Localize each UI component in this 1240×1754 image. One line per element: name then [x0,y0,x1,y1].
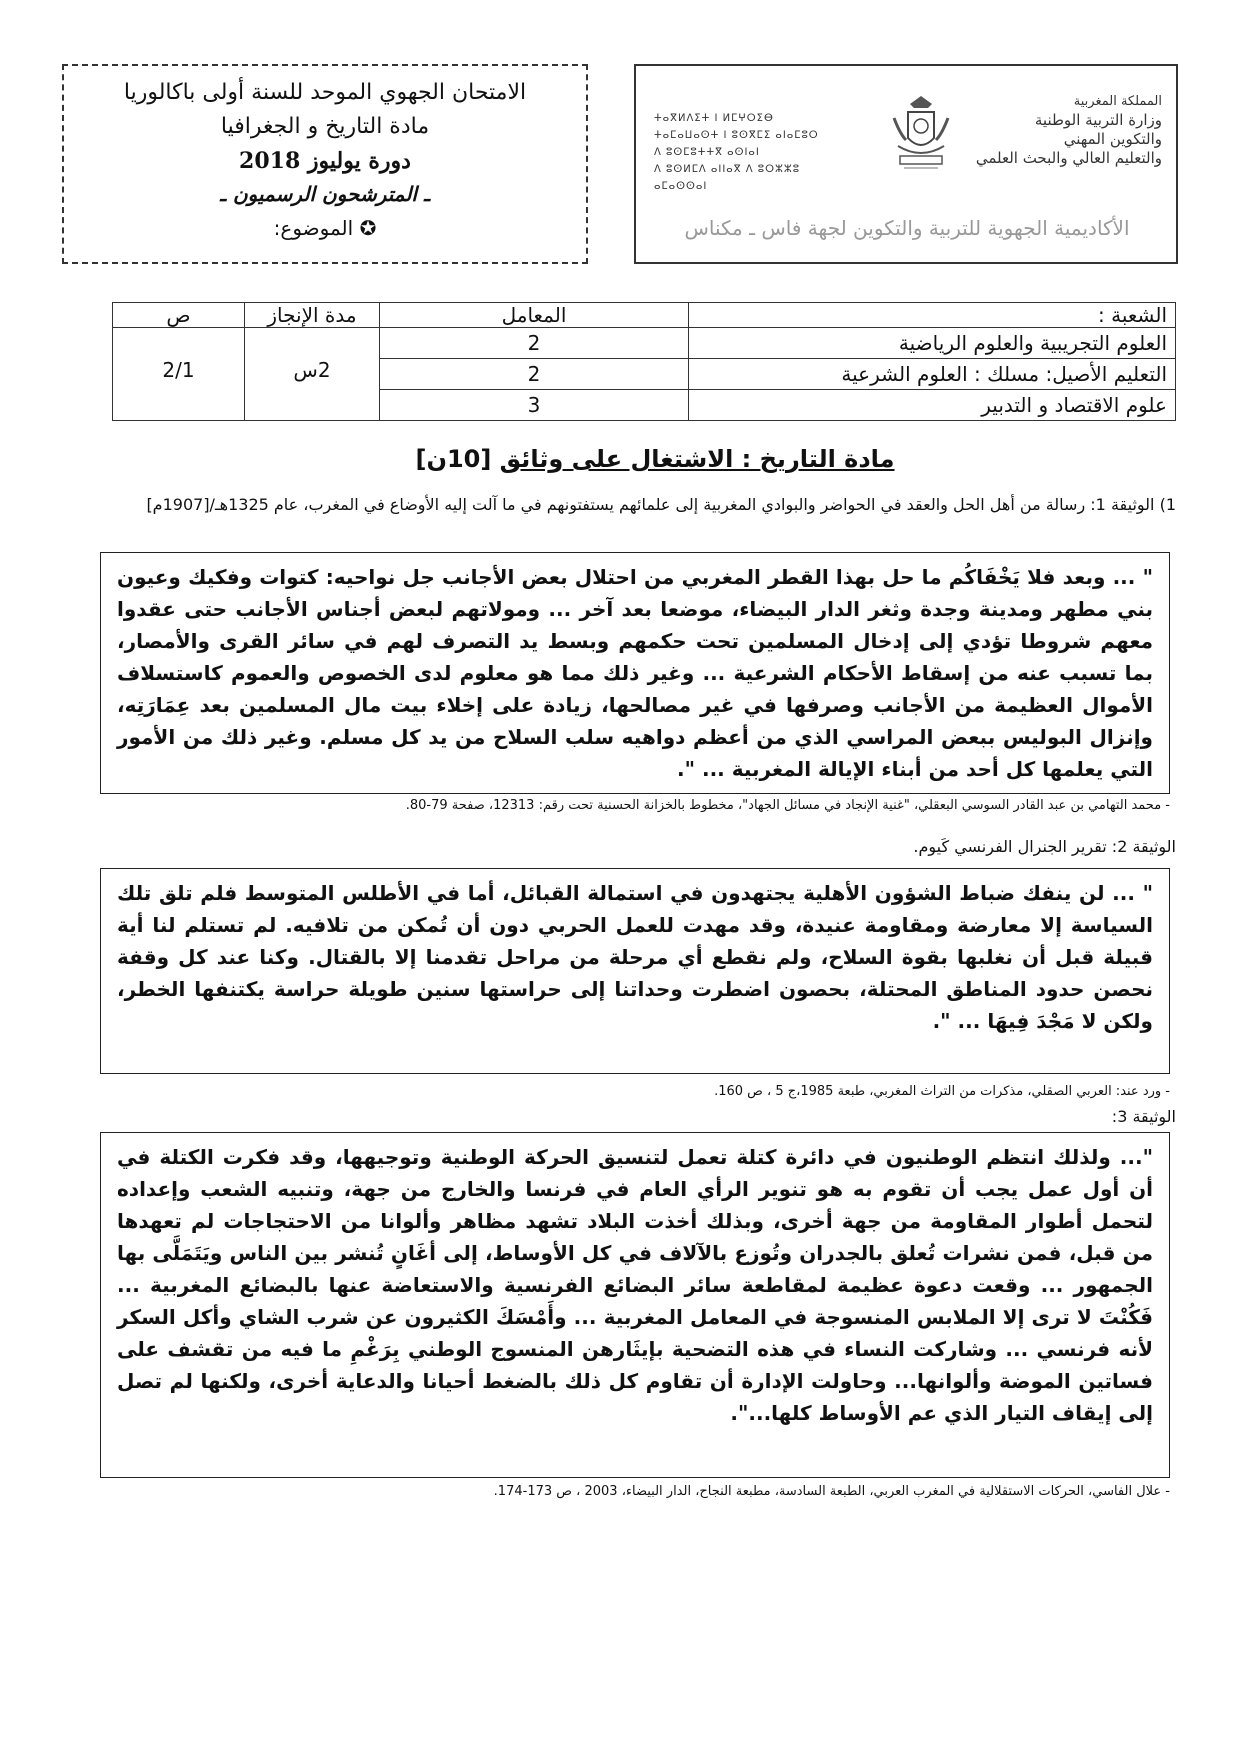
exam-info-table [112,302,1176,421]
coef-cell: 2 [380,359,689,390]
ministry-tz-line3: ⴷ ⵓⵙⵎⵓⵜⵜⴳ ⴰⵙⵏⴰⵏ [654,147,760,158]
doc3-box: "... ولذلك انتظم الوطنيون في دائرة كتلة تعمل لتنسيق الحركة الوطنية وتوجيهها، وقد فكرت الكتلة في أن أول عمل يجب أن تقوم به هو تنوير الرأي العام في فرنسا والخارج من جهة، وتنبيه الشعب وإعداده لتحمل أطوار المقاومة من جهة أخرى، وبذلك أخذت البلاد تشهد مظاهر وألوانا من الاحتجاجات لم تعهدها من قبل، فمن نشرات تُعلق بالجدران وتُوزع بالآلاف في كل الأوساط، إلى أغَانٍ تُنشر بين الناس ويَتَمَلَّى بها الجمهور ... وقعت دعوة عظيمة لمقاطعة سائر البضائع الفرنسية والاستعاضة عنها بالبضائع المغربية ... فَكُنْتَ لا ترى إلا الملابس المنسوجة في المعامل المغربية ... وأَمْسَكَ الكثيرون عن شرب الشاي وأكل السكر لأنه فرنسي ... وشاركت النساء في هذه التضحية بإيثَارهن المنسوج الوطني بِرَغْمِ ما فيه من تقشف على فساتين الموضة وألوانها... وحاولت الإدارة أن تقاوم كل ذلك بالضغط أحيانا والدعاية أخرى، ولكنها لم تصل إلى إيقاف التيار الذي عم الأوساط كلها...". [100,1132,1170,1478]
exam-session: دورة يوليوز 2018 [239,148,411,174]
doc2-box: " ... لن ينفك ضباط الشؤون الأهلية يجتهدون في استمالة القبائل، أما في الأطلس المتوسط فلم تلق تلك السياسة إلا معارضة ومقاومة عنيدة، وقد مهدت للعمل الحربي دون أن تُمكن من تلافيه. لم تستلم لنا أية قبيلة قبل أن نغلبها بقوة السلاح، ولم نقطع أي مرحلة من مراحل تقدمنا إلا بالقتال. وكنا عند كل وقفة نحصن حدود المناطق المحتلة، بحصون اضطرت وحداتنا إلى حراستها سنين طويلة حراسة يكتنفها الخطر، ولكن لا مَجْدَ فِيهَا ... ". [100,868,1170,1074]
duration-cell: 2س [245,328,380,421]
ministry-ar-line1: المملكة المغربية [1073,94,1162,109]
doc3-label: الوثيقة 3: [1111,1107,1176,1126]
doc2-label: الوثيقة 2: تقرير الجنرال الفرنسي كَيوم. [913,837,1176,856]
ministry-tz-line1: ⵜⴰⴳⵍⴷⵉⵜ ⵏ ⵍⵎⵖⵔⵉⴱ [654,113,774,124]
doc2-source: - ورد عند: العربي الصقلي، مذكرات من التراث المغربي، طبعة 1985،ج 5 ، ص 160. [714,1084,1170,1099]
academy-name: الأكاديمية الجهوية للتربية والتكوين لجهة فاس ـ مكناس [684,216,1130,240]
ministry-ar-line2: وزارة التربية الوطنية [1034,111,1162,129]
exam-subject: مادة التاريخ و الجغرافيا [220,114,430,139]
doc1-box: " ... وبعد فلا يَخْفَاكُم ما حل بهذا القطر المغربي من احتلال بعض الأجانب جل نواحيه: كتوات وفكيك وعيون بني مطهر ومدينة وجدة وثغر الدار البيضاء، موضعا بعد آخر ... ومولاتهم لبعض أجناس الأجانب حتى عقدوا معهم شروطا تؤدي إلى إدخال المسلمين تحت حكمهم وبسط يد التصرف لهم في سائر القرى والأمصار، بما تسبب عنه من إسقاط الأحكام الشرعية ... وغير ذلك مما هو معلوم لدى الخصوص والعموم كاستسلاف الأموال العظيمة من الأجانب وصرفها في غير مصالحها، زيادة على إخلاء بيت مال المسلمين بعد عِمَارَتِه، وإنزال البوليس ببعض المراسي الذي من أعظم دواهيه سلب السلاح من يد كل مسلم. وغير ذلك من الأمور التي يعلمها كل أحد من أبناء الإيالة المغربية ... ". [100,552,1170,794]
table-header-row [113,303,1176,328]
section-title-text: مادة التاريخ : الاشتغال على وثائق [499,445,895,473]
coef-cell: 2 [380,328,689,359]
branch-cell: العلوم التجريبية والعلوم الرياضية [689,328,1176,359]
branch-cell: التعليم الأصيل: مسلك : العلوم الشرعية [689,359,1176,390]
ministry-tifinagh-block [654,110,854,195]
exam-topic-line [74,216,576,240]
ministry-ar-line3: والتكوين المهني [1063,130,1162,148]
duration-header: مدة الإنجاز [245,303,380,328]
table-row [113,328,1176,359]
page-header: ص [113,303,245,328]
ministry-header-box [634,64,1178,264]
section-title [360,445,950,473]
ministry-arabic-block [962,92,1162,168]
section-points: [10ن] [415,445,492,473]
branch-cell: علوم الاقتصاد و التدبير [689,390,1176,421]
exam-title: الامتحان الجهوي الموحد للسنة أولى باكالوريا [123,80,527,105]
branch-header: الشعبة : [689,303,1176,328]
coef-header: المعامل [380,303,689,328]
doc1-source: - محمد التهامي بن عبد القادر السوسي البعقلي، "غنية الإنجاد في مسائل الجهاد"، مخطوط بالخزانة الحسنية تحت رقم: 12313، صفحة 79-80. [405,798,1170,813]
ministry-tz-line2: ⵜⴰⵎⴰⵡⴰⵙⵜ ⵏ ⵓⵙⴳⵎⵉ ⴰⵏⴰⵎⵓⵔ [654,130,819,141]
doc3-source: - علال الفاسي، الحركات الاستقلالية في المغرب العربي، الطبعة السادسة، مطبعة النجاح، الدار البيضاء، 2003 ، ص 173-174. [493,1484,1170,1499]
exam-candidates: ـ المترشحون الرسميون ـ [220,182,430,206]
page-cell: 2/1 [113,328,245,421]
ministry-tz-line4: ⴷ ⵓⵙⵍⵎⴷ ⴰⵏⵏⴰⴳ ⴷ ⵓⵔⵣⵣⵓ ⴰⵎⴰⵙⵙⴰⵏ [654,164,801,192]
coat-of-arms-icon [888,94,954,184]
ministry-ar-line4: والتعليم العالي والبحث العلمي [975,149,1162,167]
doc1-label: 1) الوثيقة 1: رسالة من أهل الحل والعقد في الحواضر والبوادي المغربية إلى علمائهم يستفتونهم في ما آلت إليه الأوضاع في المغرب، عام 1325هـ/[1907م] [146,495,1176,514]
coef-cell: 3 [380,390,689,421]
gear-icon: ✪ [359,216,377,240]
exam-topic-label: الموضوع: [273,216,354,240]
exam-header-box [62,64,588,264]
